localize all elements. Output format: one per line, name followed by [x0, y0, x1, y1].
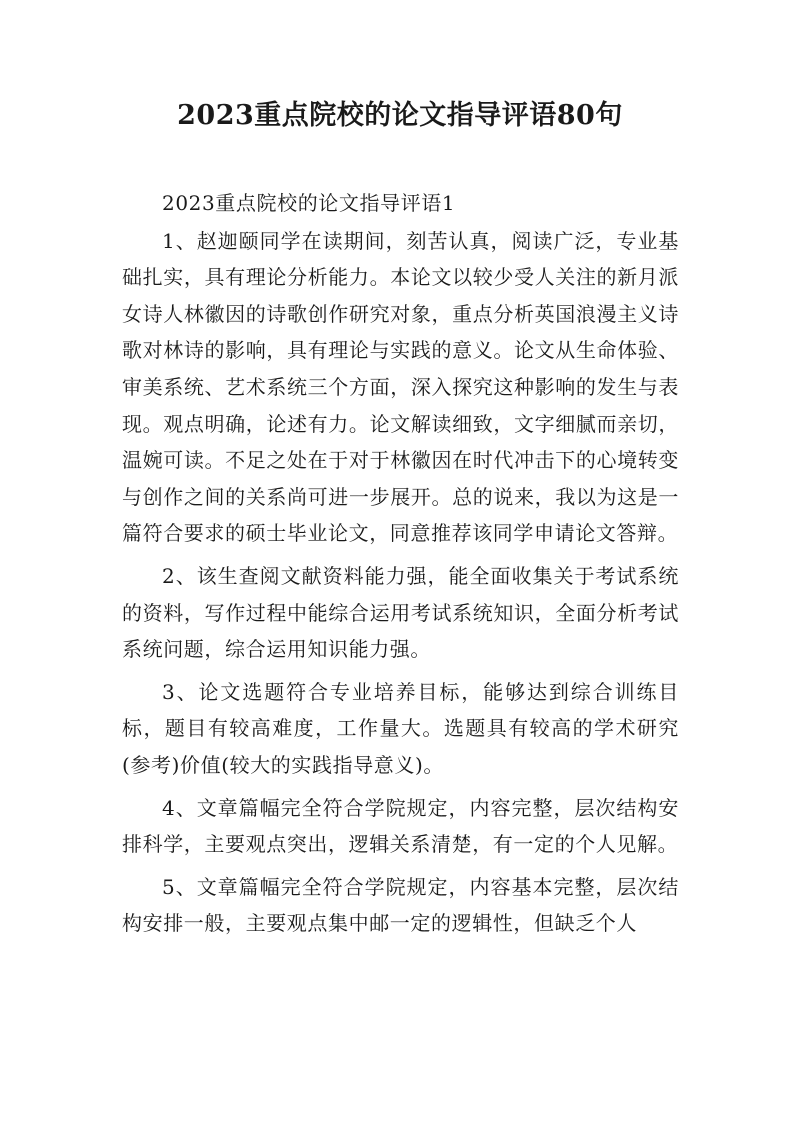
paragraph-3: 3、论文选题符合专业培养目标，能够达到综合训练目标，题目有较高难度，工作量大。选题具有较高的学术研究(参考)价值(较大的实践指导意义)。	[122, 679, 679, 777]
paragraph-5: 5、文章篇幅完全符合学院规定，内容基本完整，层次结构安排一般，主要观点集中邮一定的逻辑性，但缺乏个人	[122, 874, 679, 936]
paragraph-2: 2、该生查阅文献资料能力强，能全面收集关于考试系统的资料，写作过程中能综合运用考试系统知识，全面分析考试系统问题，综合运用知识能力强。	[122, 563, 679, 662]
paragraph-1: 1、赵迦颐同学在读期间，刻苦认真，阅读广泛，专业基础扎实，具有理论分析能力。本论文以较少受人关注的新月派女诗人林徽因的诗歌创作研究对象，重点分析英国浪漫主义诗歌对林诗的影响，具有理论与实践的意义。论文从生命体验、审美系统、艺术系统三个方面，深入探究这种影响的发生与表现。观点明确，论述有力。论文解读细致，文字细腻而亲切，温婉可读。不足之处在于对于林徽因在时代冲击下的心境转变与创作之间的关系尚可进一步展开。总的说来，我以为这是一篇符合要求的硕士毕业论文，同意推荐该同学申请论文答辩。	[122, 228, 679, 546]
section-heading: 2023重点院校的论文指导评语1	[162, 191, 456, 215]
document-body	[122, 185, 679, 948]
paragraph-4: 4、文章篇幅完全符合学院规定，内容完整，层次结构安排科学，主要观点突出，逻辑关系清楚，有一定的个人见解。	[122, 795, 679, 857]
document-title: 2023重点院校的论文指导评语80句	[177, 100, 623, 131]
